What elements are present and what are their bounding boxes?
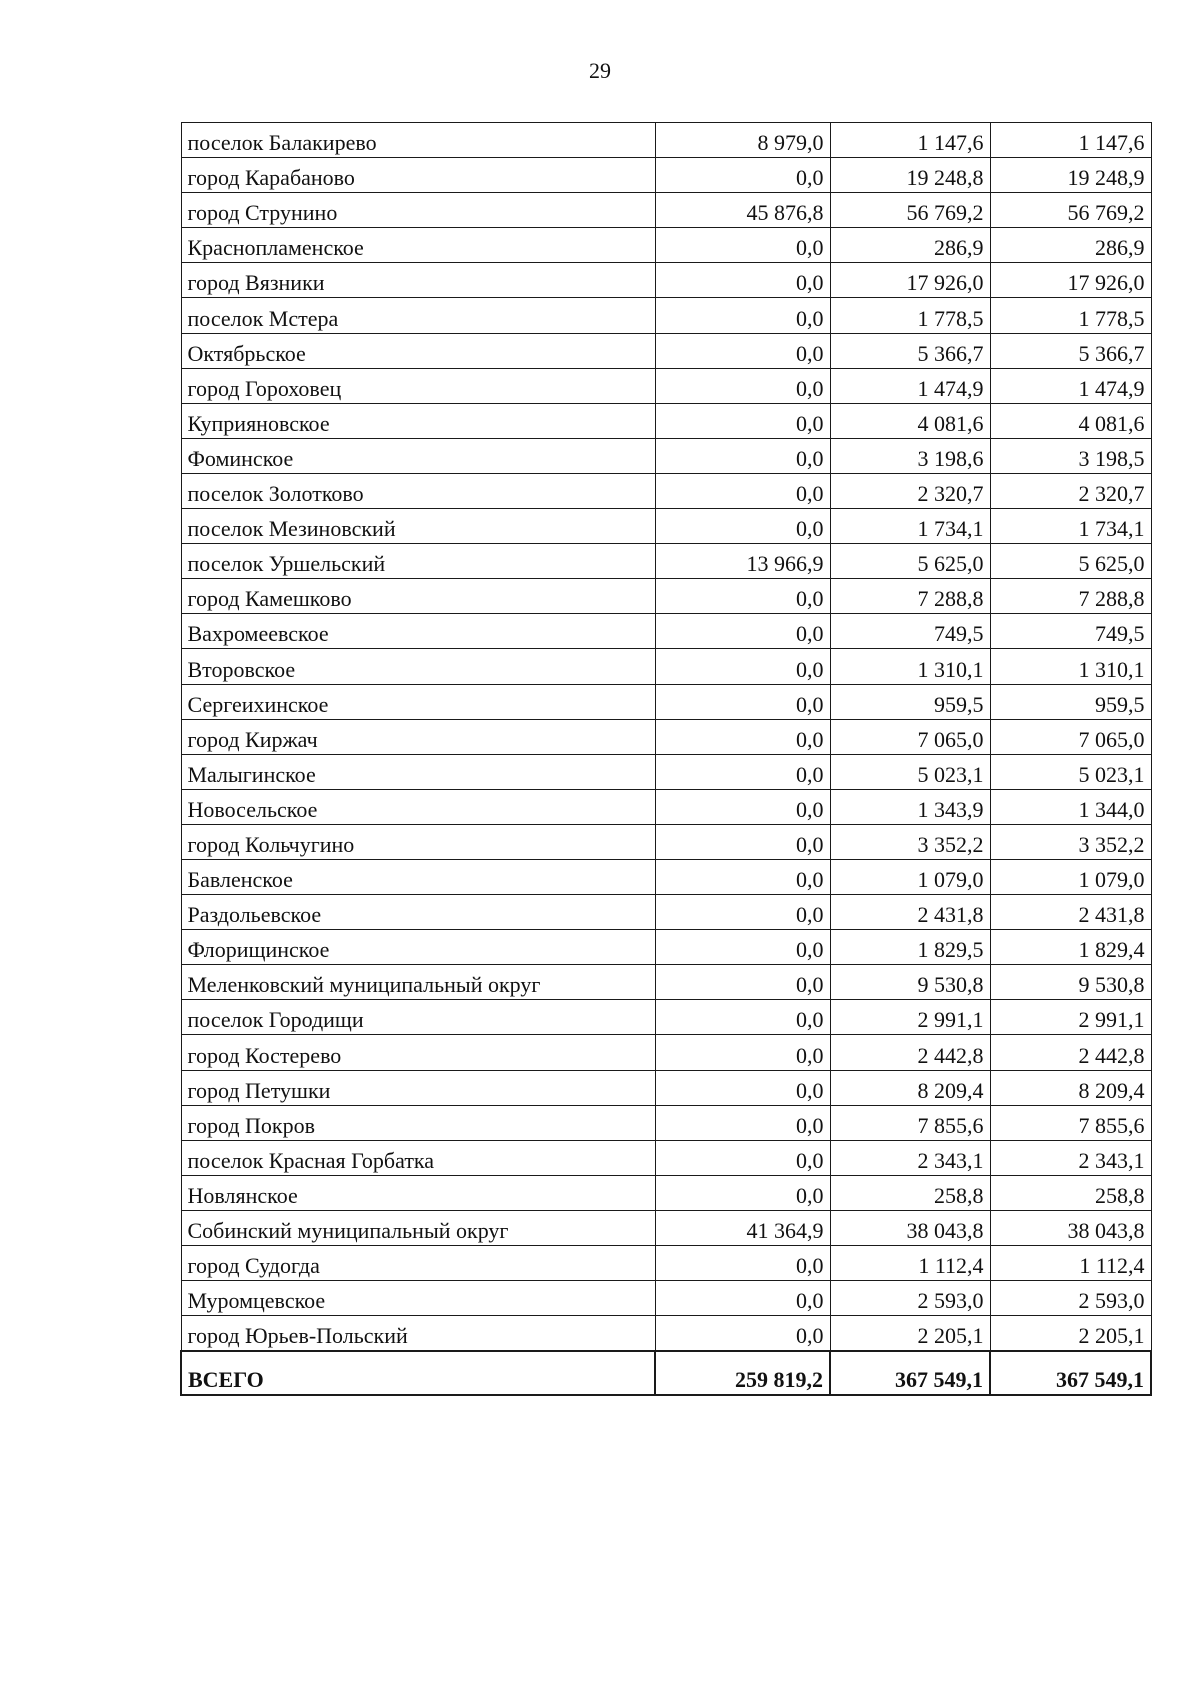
value-3-cell: 5 366,7 bbox=[990, 333, 1151, 368]
municipality-name-cell: Новлянское bbox=[181, 1175, 655, 1210]
data-table bbox=[180, 122, 1152, 1396]
value-1-cell: 0,0 bbox=[655, 719, 830, 754]
municipality-name-cell: Октябрьское bbox=[181, 333, 655, 368]
municipality-name-cell: поселок Мезиновский bbox=[181, 509, 655, 544]
municipality-name-cell: Сергеихинское bbox=[181, 684, 655, 719]
value-2-cell: 2 320,7 bbox=[830, 473, 990, 508]
value-3-cell: 1 344,0 bbox=[990, 789, 1151, 824]
value-3-cell: 17 926,0 bbox=[990, 263, 1151, 298]
value-2-cell: 2 991,1 bbox=[830, 1000, 990, 1035]
total-row bbox=[181, 1351, 1151, 1395]
value-1-cell: 0,0 bbox=[655, 509, 830, 544]
value-1-cell: 0,0 bbox=[655, 228, 830, 263]
value-2-cell: 1 343,9 bbox=[830, 789, 990, 824]
municipality-name-cell: город Судогда bbox=[181, 1246, 655, 1281]
value-2-cell: 3 198,6 bbox=[830, 438, 990, 473]
municipality-name-cell: поселок Красная Горбатка bbox=[181, 1140, 655, 1175]
value-3-cell: 2 343,1 bbox=[990, 1140, 1151, 1175]
value-3-cell: 2 442,8 bbox=[990, 1035, 1151, 1070]
value-1-cell: 0,0 bbox=[655, 579, 830, 614]
total-value-2-cell: 367 549,1 bbox=[830, 1351, 990, 1395]
value-3-cell: 4 081,6 bbox=[990, 403, 1151, 438]
municipality-name-cell: город Костерево bbox=[181, 1035, 655, 1070]
table-row bbox=[181, 1000, 1151, 1035]
value-2-cell: 7 065,0 bbox=[830, 719, 990, 754]
value-3-cell: 8 209,4 bbox=[990, 1070, 1151, 1105]
municipality-name-cell: город Карабаново bbox=[181, 158, 655, 193]
page-number: 29 bbox=[589, 58, 611, 83]
value-2-cell: 38 043,8 bbox=[830, 1210, 990, 1245]
table-row bbox=[181, 754, 1151, 789]
value-2-cell: 258,8 bbox=[830, 1175, 990, 1210]
table-row bbox=[181, 965, 1151, 1000]
table-body bbox=[181, 123, 1151, 1395]
table-row bbox=[181, 123, 1151, 158]
value-1-cell: 0,0 bbox=[655, 263, 830, 298]
value-2-cell: 5 625,0 bbox=[830, 544, 990, 579]
value-3-cell: 2 320,7 bbox=[990, 473, 1151, 508]
table-row bbox=[181, 368, 1151, 403]
value-1-cell: 0,0 bbox=[655, 1175, 830, 1210]
value-2-cell: 749,5 bbox=[830, 614, 990, 649]
municipality-name-cell: поселок Балакирево bbox=[181, 123, 655, 158]
value-3-cell: 2 205,1 bbox=[990, 1316, 1151, 1351]
value-2-cell: 1 310,1 bbox=[830, 649, 990, 684]
table-row bbox=[181, 1316, 1151, 1351]
table-row bbox=[181, 1175, 1151, 1210]
value-3-cell: 38 043,8 bbox=[990, 1210, 1151, 1245]
value-1-cell: 0,0 bbox=[655, 1246, 830, 1281]
value-2-cell: 1 778,5 bbox=[830, 298, 990, 333]
value-1-cell: 0,0 bbox=[655, 333, 830, 368]
value-1-cell: 0,0 bbox=[655, 649, 830, 684]
value-1-cell: 41 364,9 bbox=[655, 1210, 830, 1245]
value-2-cell: 1 112,4 bbox=[830, 1246, 990, 1281]
value-3-cell: 1 474,9 bbox=[990, 368, 1151, 403]
table-row bbox=[181, 684, 1151, 719]
municipality-name-cell: город Камешково bbox=[181, 579, 655, 614]
table-row bbox=[181, 1210, 1151, 1245]
value-2-cell: 1 079,0 bbox=[830, 859, 990, 894]
value-1-cell: 0,0 bbox=[655, 965, 830, 1000]
value-2-cell: 7 288,8 bbox=[830, 579, 990, 614]
municipality-name-cell: город Кольчугино bbox=[181, 824, 655, 859]
table-row bbox=[181, 403, 1151, 438]
value-1-cell: 0,0 bbox=[655, 1316, 830, 1351]
value-3-cell: 7 855,6 bbox=[990, 1105, 1151, 1140]
municipality-name-cell: город Струнино bbox=[181, 193, 655, 228]
municipality-name-cell: Бавленское bbox=[181, 859, 655, 894]
municipality-name-cell: город Гороховец bbox=[181, 368, 655, 403]
value-2-cell: 5 366,7 bbox=[830, 333, 990, 368]
value-3-cell: 2 593,0 bbox=[990, 1281, 1151, 1316]
value-2-cell: 2 431,8 bbox=[830, 895, 990, 930]
value-3-cell: 7 288,8 bbox=[990, 579, 1151, 614]
value-1-cell: 0,0 bbox=[655, 684, 830, 719]
value-3-cell: 7 065,0 bbox=[990, 719, 1151, 754]
table-container bbox=[180, 122, 1150, 1396]
value-2-cell: 1 474,9 bbox=[830, 368, 990, 403]
table-row bbox=[181, 719, 1151, 754]
municipality-name-cell: город Петушки bbox=[181, 1070, 655, 1105]
value-3-cell: 1 310,1 bbox=[990, 649, 1151, 684]
value-1-cell: 0,0 bbox=[655, 789, 830, 824]
municipality-name-cell: Собинский муниципальный округ bbox=[181, 1210, 655, 1245]
municipality-name-cell: Второвское bbox=[181, 649, 655, 684]
municipality-name-cell: Вахромеевское bbox=[181, 614, 655, 649]
table-row bbox=[181, 1140, 1151, 1175]
municipality-name-cell: город Киржач bbox=[181, 719, 655, 754]
municipality-name-cell: город Юрьев-Польский bbox=[181, 1316, 655, 1351]
table-row bbox=[181, 859, 1151, 894]
value-3-cell: 749,5 bbox=[990, 614, 1151, 649]
value-2-cell: 5 023,1 bbox=[830, 754, 990, 789]
table-row bbox=[181, 1105, 1151, 1140]
value-1-cell: 0,0 bbox=[655, 1035, 830, 1070]
value-2-cell: 2 205,1 bbox=[830, 1316, 990, 1351]
value-1-cell: 0,0 bbox=[655, 614, 830, 649]
value-1-cell: 0,0 bbox=[655, 859, 830, 894]
value-1-cell: 0,0 bbox=[655, 895, 830, 930]
value-3-cell: 959,5 bbox=[990, 684, 1151, 719]
value-3-cell: 258,8 bbox=[990, 1175, 1151, 1210]
value-1-cell: 0,0 bbox=[655, 368, 830, 403]
value-1-cell: 0,0 bbox=[655, 1000, 830, 1035]
table-row bbox=[181, 1035, 1151, 1070]
value-1-cell: 0,0 bbox=[655, 158, 830, 193]
total-value-1-cell: 259 819,2 bbox=[655, 1351, 830, 1395]
value-2-cell: 959,5 bbox=[830, 684, 990, 719]
value-1-cell: 0,0 bbox=[655, 1281, 830, 1316]
table-row bbox=[181, 824, 1151, 859]
value-1-cell: 0,0 bbox=[655, 754, 830, 789]
table-row bbox=[181, 930, 1151, 965]
value-2-cell: 2 343,1 bbox=[830, 1140, 990, 1175]
table-row bbox=[181, 158, 1151, 193]
value-2-cell: 8 209,4 bbox=[830, 1070, 990, 1105]
value-3-cell: 9 530,8 bbox=[990, 965, 1151, 1000]
value-3-cell: 2 431,8 bbox=[990, 895, 1151, 930]
value-1-cell: 0,0 bbox=[655, 930, 830, 965]
value-2-cell: 1 829,5 bbox=[830, 930, 990, 965]
value-3-cell: 1 734,1 bbox=[990, 509, 1151, 544]
table-row bbox=[181, 333, 1151, 368]
municipality-name-cell: Малыгинское bbox=[181, 754, 655, 789]
table-row bbox=[181, 509, 1151, 544]
value-3-cell: 56 769,2 bbox=[990, 193, 1151, 228]
value-1-cell: 13 966,9 bbox=[655, 544, 830, 579]
value-2-cell: 9 530,8 bbox=[830, 965, 990, 1000]
value-3-cell: 1 829,4 bbox=[990, 930, 1151, 965]
value-1-cell: 8 979,0 bbox=[655, 123, 830, 158]
value-3-cell: 286,9 bbox=[990, 228, 1151, 263]
table-row bbox=[181, 473, 1151, 508]
table-row bbox=[181, 263, 1151, 298]
table-row bbox=[181, 544, 1151, 579]
table-row bbox=[181, 1246, 1151, 1281]
municipality-name-cell: поселок Золотково bbox=[181, 473, 655, 508]
value-1-cell: 0,0 bbox=[655, 403, 830, 438]
municipality-name-cell: Куприяновское bbox=[181, 403, 655, 438]
value-3-cell: 5 625,0 bbox=[990, 544, 1151, 579]
municipality-name-cell: Меленковский муниципальный округ bbox=[181, 965, 655, 1000]
municipality-name-cell: Муромцевское bbox=[181, 1281, 655, 1316]
value-1-cell: 0,0 bbox=[655, 438, 830, 473]
municipality-name-cell: Раздольевское bbox=[181, 895, 655, 930]
table-row bbox=[181, 228, 1151, 263]
value-2-cell: 3 352,2 bbox=[830, 824, 990, 859]
table-row bbox=[181, 649, 1151, 684]
municipality-name-cell: город Вязники bbox=[181, 263, 655, 298]
table-row bbox=[181, 1070, 1151, 1105]
municipality-name-cell: поселок Мстера bbox=[181, 298, 655, 333]
value-3-cell: 3 352,2 bbox=[990, 824, 1151, 859]
municipality-name-cell: поселок Уршельский bbox=[181, 544, 655, 579]
municipality-name-cell: поселок Городищи bbox=[181, 1000, 655, 1035]
municipality-name-cell: Новосельское bbox=[181, 789, 655, 824]
value-3-cell: 5 023,1 bbox=[990, 754, 1151, 789]
municipality-name-cell: Краснопламенское bbox=[181, 228, 655, 263]
municipality-name-cell: город Покров bbox=[181, 1105, 655, 1140]
value-1-cell: 0,0 bbox=[655, 473, 830, 508]
value-2-cell: 2 442,8 bbox=[830, 1035, 990, 1070]
value-3-cell: 19 248,9 bbox=[990, 158, 1151, 193]
table-row bbox=[181, 438, 1151, 473]
value-2-cell: 7 855,6 bbox=[830, 1105, 990, 1140]
table-row bbox=[181, 895, 1151, 930]
value-2-cell: 1 734,1 bbox=[830, 509, 990, 544]
municipality-name-cell: Фоминское bbox=[181, 438, 655, 473]
value-3-cell: 3 198,5 bbox=[990, 438, 1151, 473]
value-3-cell: 2 991,1 bbox=[990, 1000, 1151, 1035]
value-1-cell: 0,0 bbox=[655, 1105, 830, 1140]
value-1-cell: 0,0 bbox=[655, 824, 830, 859]
table-row bbox=[181, 789, 1151, 824]
value-3-cell: 1 112,4 bbox=[990, 1246, 1151, 1281]
value-1-cell: 45 876,8 bbox=[655, 193, 830, 228]
value-2-cell: 1 147,6 bbox=[830, 123, 990, 158]
municipality-name-cell: Флорищинское bbox=[181, 930, 655, 965]
value-2-cell: 17 926,0 bbox=[830, 263, 990, 298]
table-row bbox=[181, 614, 1151, 649]
value-2-cell: 56 769,2 bbox=[830, 193, 990, 228]
value-3-cell: 1 147,6 bbox=[990, 123, 1151, 158]
value-1-cell: 0,0 bbox=[655, 1140, 830, 1175]
value-2-cell: 2 593,0 bbox=[830, 1281, 990, 1316]
value-2-cell: 286,9 bbox=[830, 228, 990, 263]
total-label-cell: ВСЕГО bbox=[181, 1351, 655, 1395]
value-2-cell: 4 081,6 bbox=[830, 403, 990, 438]
table-row bbox=[181, 298, 1151, 333]
table-row bbox=[181, 1281, 1151, 1316]
total-value-3-cell: 367 549,1 bbox=[990, 1351, 1151, 1395]
table-row bbox=[181, 193, 1151, 228]
value-1-cell: 0,0 bbox=[655, 298, 830, 333]
value-3-cell: 1 079,0 bbox=[990, 859, 1151, 894]
value-3-cell: 1 778,5 bbox=[990, 298, 1151, 333]
value-1-cell: 0,0 bbox=[655, 1070, 830, 1105]
table-row bbox=[181, 579, 1151, 614]
value-2-cell: 19 248,8 bbox=[830, 158, 990, 193]
